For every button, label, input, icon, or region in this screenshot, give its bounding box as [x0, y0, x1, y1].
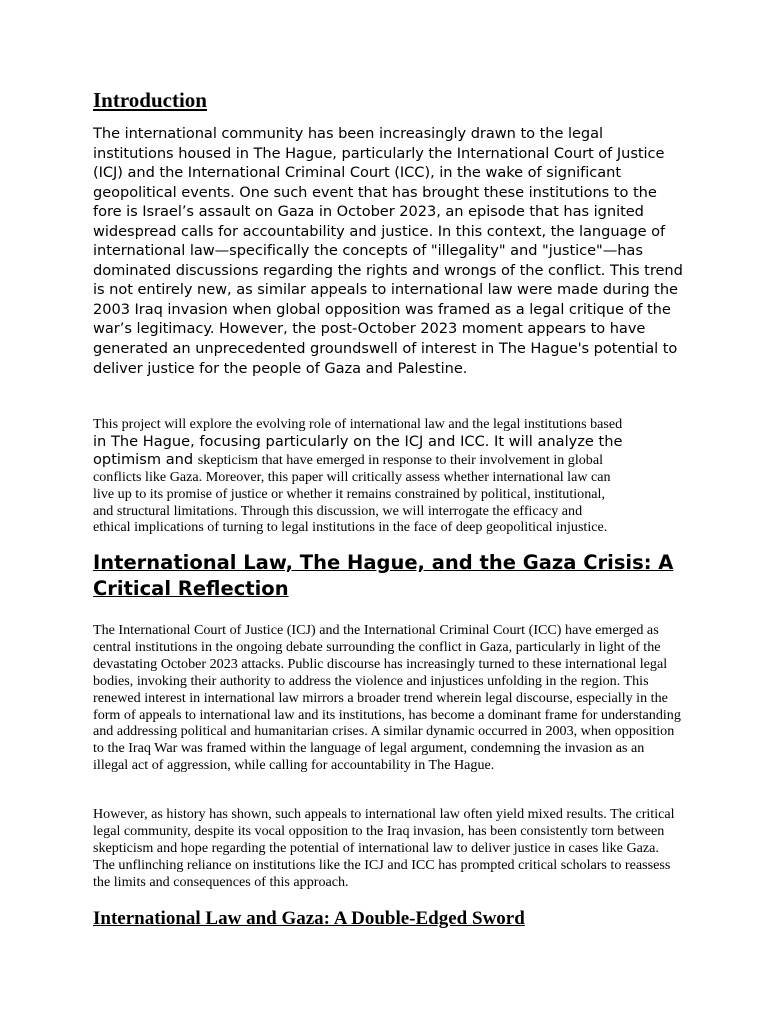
section-paragraph: However, as history has shown, such appeals to international law often yield mixed results. The critical legal community, despite its vocal opposition to the Iraq invasion, has been consistently torn between skepticism and hope regarding the potential of international law to deliver justice in cases like Gaza. The unflinching reliance on institutions like the ICJ and ICC has prompted critical scholars to reassess the limits and consequences of this approach.: [93, 806, 675, 890]
project-line: conflicts like Gaza. Moreover, this paper will critically assess whether international law can: [93, 469, 611, 485]
introduction-paragraph: The international community has been increasingly drawn to the legal institutions housed in The Hague, particularly the International Court of Justice (ICJ) and the International Criminal Court (ICC), in the wake of significant geopolitical events. One such event that has brought these institutions to the fore is Israel’s assault on Gaza in October 2023, an episode that has ignited widespread calls for accountability and justice. In this context, the language of international law—specifically the concepts of "illegality" and "justice"—has dominated discussions regarding the rights and wrongs of the conflict. This trend is not entirely new, as similar appeals to international law were made during the 2003 Iraq invasion when global opposition was framed as a legal critique of the war’s legitimacy. However, the post-October 2023 moment appears to have generated an unprecedented groundswell of interest in The Hague's potential to deliver justice for the people of Gaza and Palestine.: [93, 125, 683, 377]
introduction-heading: Introduction: [93, 88, 207, 112]
project-line: This project will explore the evolving role of international law and the legal institutions based: [93, 416, 623, 432]
project-line: live up to its promise of justice or whether it remains constrained by political, institutional,: [93, 485, 605, 502]
section-paragraph: The International Court of Justice (ICJ) and the International Criminal Court (ICC) have emerged as central institutions in the ongoing debate surrounding the conflict in Gaza, particularly in light of the devastating October 2023 attacks. Public discourse has increasingly turned to these international legal bodies, invoking their authority to address the violence and injustices unfolding in the region. This renewed interest in international law mirrors a broader trend wherein legal discourse, especially in the form of appeals to international law and its institutions, has become a dominant frame for understanding and addressing political and humanitarian crises. A similar dynamic occurred in 2003, when opposition to the Iraq War was framed within the language of legal argument, condemning the invasion as an illegal act of aggression, while calling for accountability in The Hague.: [93, 622, 681, 774]
subsection-heading: International Law and Gaza: A Double-Edged Sword: [93, 908, 525, 929]
project-line-part: optimism and: [93, 451, 198, 468]
project-line: [93, 451, 683, 469]
section-heading: International Law, The Hague, and the Gaza Crisis: A Critical Reflection: [93, 551, 674, 600]
project-line: in The Hague, focusing particularly on the ICJ and ICC. It will analyze the: [93, 433, 623, 450]
project-line: ethical implications of turning to legal institutions in the face of deep geopolitical injustice.: [93, 519, 608, 536]
project-line: and structural limitations. Through this discussion, we will interrogate the efficacy and: [93, 502, 583, 519]
project-line-part: skepticism that have emerged in response to their involvement in global: [197, 452, 604, 468]
project-paragraph: [93, 416, 683, 536]
